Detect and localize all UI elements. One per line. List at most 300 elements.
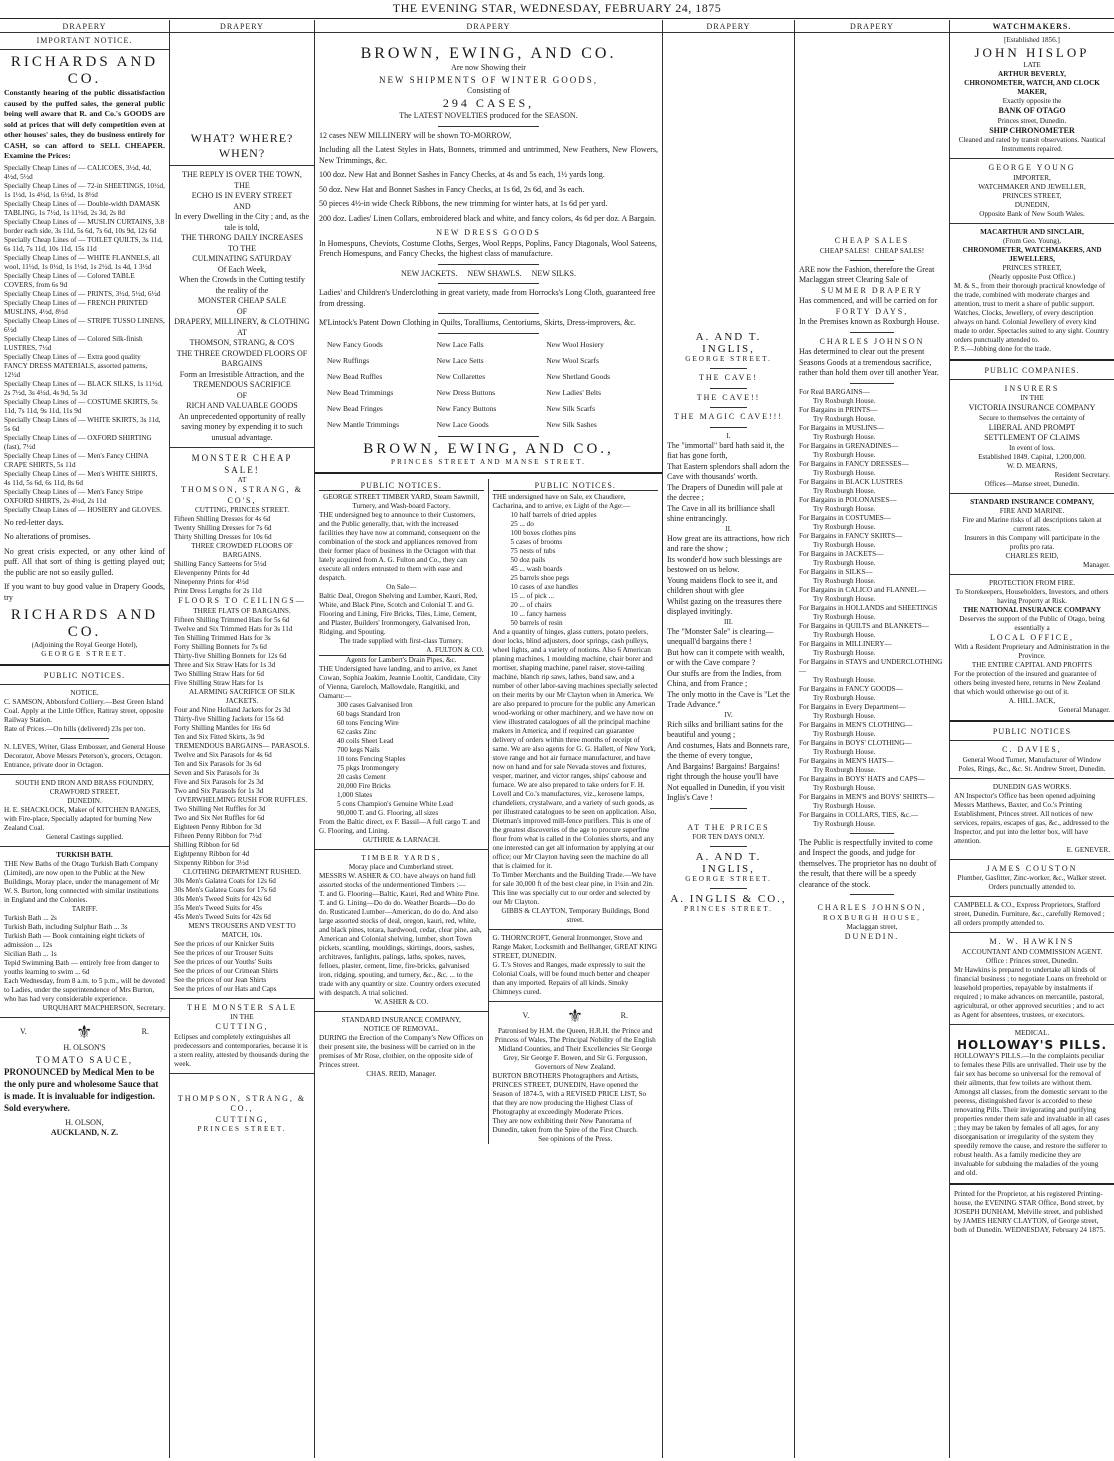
importer-label: IMPORTER, <box>1013 173 1051 182</box>
sale-item: 50 doz pails <box>510 555 546 564</box>
standard-insurance-heading: STANDARD INSURANCE COMPANY, <box>341 1015 461 1024</box>
inglis-co: A. INGLIS & CO., <box>670 893 787 905</box>
price-line: 35s Men's Tweed Suits for 45s <box>174 903 262 912</box>
novelty-item: New Wool Scarfs <box>546 355 599 365</box>
price-list-item: Specially Cheap Lines of — Men's Fancy CHINA CRAPE SHIRTS, 5s 11d <box>4 451 149 469</box>
fire-marine-risks: Fire and Marine risks of all descriptions taken at current rates. <box>962 515 1102 533</box>
leves-notice: N. LEVES, Writer, Glass Embosser, and General House Decorator, Above Messrs Peterson's, grocers, Octagon. Entrance, private door in Octagon. <box>4 743 165 769</box>
from-geo-young: (From Geo. Young), <box>1002 236 1062 245</box>
poem-line: The Drapers of Dunedin will pale at the decree ; <box>667 482 783 502</box>
dress-goods-text: In Homespuns, Cheviots, Costume Cloths, Serges, Wool Repps, Poplins, Fancy Diagonals, Wool Sateens, French Homespuns, and Fancy Checks, the highest class of manufacture. <box>319 238 657 258</box>
landing-item: 90,000 T. and G. Flooring, all sizes <box>337 808 439 817</box>
fulton-sig: A. FULTON & CO. <box>426 645 484 654</box>
price-line: 30s Men's Galatea Coats for 12s 6d <box>174 876 276 885</box>
maclaggan-street: Maclaggan street, <box>846 922 898 931</box>
national-insurance: THE NATIONAL INSURANCE COMPANY <box>962 605 1102 614</box>
bath-tariff-item: Turkish Bath — Book containing eight tickets of admission ... 12s <box>4 932 145 949</box>
young-princes-street: PRINCES STREET, <box>1002 191 1062 200</box>
landing-item: 1,000 Slates <box>337 790 373 799</box>
chronometer-cleaned: Cleaned and rated by transit observations. Nautical Instruments repaired. <box>958 136 1106 153</box>
mens-trousers-heading: MEN'S TROUSERS AND VEST TO MATCH, 10s. <box>188 921 296 939</box>
poem-line: Rich silks and brilliant satins for the beautiful and young ; <box>667 719 783 739</box>
cutting-princes-street: CUTTING, PRINCES STREET. <box>194 506 290 514</box>
three-flats-heading: THREE FLATS OF BARGAINS. <box>193 606 291 615</box>
holloways-pills-text: HOLLOWAY'S PILLS.—In the complaints peculiar to females these Pills are unrivalled. Their use by the fair sex has become so universal for the removal of their ailments, that few toilets are without them. Amongst all classes, from the domestic servant to the peeress, distinguished favor is accorded to these renovating Pills. Their invigorating and purifying properties render them safe and invaluable in all cases ; they may be taken by females of all ages, for any disorganisation or irregularity of the system they speedily remove the cause, and restore the sufferer to robust health. As a family medicine they are invaluable for subduing the maladies of the young and old. <box>954 1051 1110 1177</box>
column-4 <box>663 20 795 1458</box>
bargain-line: For Bargains in SILKS— <box>799 567 873 576</box>
try-roxburgh-line: Try Roxburgh House. <box>813 648 876 657</box>
inglis-firm-2: A. AND T. INGLIS, <box>695 851 762 875</box>
timber-notices-column <box>315 479 489 1144</box>
sale-item: 10 ... fancy harness <box>510 609 566 618</box>
see-prices-line: See the prices of our Knicker Suits <box>174 939 275 948</box>
richards-address: (Adjoining the Royal George Hotel), <box>31 641 138 649</box>
profits-text: Insurers in this Company will participate in the profits pro rata. <box>964 533 1100 551</box>
opposite-bank-nsw: Opposite Bank of New South Wales. <box>979 209 1085 218</box>
price-list-item: Specially Cheap Lines of — WHITE FLANNELS, all wool, 11½d, 1s 0½d, 1s 1½d, 1s 2½d, 1s 4d, 1 3½d <box>4 253 160 271</box>
latest-novelties: The LATEST NOVELTIES produced for the SEASON. <box>399 111 578 120</box>
monster-sale-heading: THE MONSTER SALE <box>187 1002 297 1012</box>
novelty-item: New Silk Scarfs <box>546 403 596 413</box>
thomson-strang-intro <box>174 170 310 443</box>
novelty-item: New Shetland Goods <box>546 371 611 381</box>
vr-right: R. <box>620 1010 628 1020</box>
price-line: Five and Six Parasols for 2s 3d <box>174 777 264 786</box>
brown-ewing-address: PRINCES STREET AND MANSE STREET. <box>391 457 586 466</box>
notice-heading: NOTICE. <box>70 689 99 697</box>
poem-line: And Bargains! Bargains! Bargains! right through the house you'll have <box>667 761 780 781</box>
millinery-paragraphs <box>319 131 658 225</box>
novelty-item: New Silk Sashes <box>546 419 597 429</box>
drain-pipes-agents: Agents for Lambert's Drain Pipes, &c. <box>319 655 484 665</box>
bath-tariff-list <box>4 914 165 977</box>
price-list-item: Specially Cheap Lines of — FRENCH PRINTED MUSLINS, 4½d, 8½d <box>4 298 148 316</box>
novelty-item: New Bead Trimmings <box>327 387 394 397</box>
landing-item: 60 bags Standard Iron <box>337 709 401 718</box>
try-roxburgh-line: Try Roxburgh House. <box>813 675 876 684</box>
jackets-shawls-silks: NEW JACKETS. NEW SHAWLS. NEW SILKS. <box>401 268 576 278</box>
hawkins-text: Mr Hawkins is prepared to undertake all kinds of financial business ; to negotiate Loans on freehold or leasehold properties, repayable by instalments if required ; to make advances on mercantile, pastoral, agricultural, or other approved securities ; and to act as Agent for absentees, trustees, or executors. <box>954 965 1107 1019</box>
stanza-4 <box>667 720 790 804</box>
winter-goods-heading: NEW SHIPMENTS OF WINTER GOODS, <box>379 74 598 85</box>
bargain-line: For Bargains in MUSLINS— <box>799 423 885 432</box>
price-list-item: Specially Cheap Lines of — OXFORD SHIRTING (fast), 7½d <box>4 433 152 451</box>
on-sale-label: On Sale— <box>386 582 417 591</box>
ruffle-prices <box>174 805 310 868</box>
george-street: GEORGE STREET. <box>685 355 772 363</box>
price-line: Shilling Fancy Satteens for 5½d <box>174 560 267 568</box>
bargain-line: For Bargains in HOLLANDS and SHEETINGS <box>799 603 938 612</box>
hawkins-name: M. W. HAWKINS <box>989 937 1075 946</box>
landing-item: 20 casks Cement <box>337 772 386 781</box>
price-line: Eightpenny Ribbon for 4d <box>174 849 250 858</box>
millinery-paragraph: 100 doz. New Hat and Bonnet Sashes in Fancy Checks, at 4s and 5s each, 1½ yards long. <box>319 170 605 179</box>
price-line: Ten and Six Fitted Skirts, 3s 9d <box>174 732 265 741</box>
price-line: Two and Six Parasols for 1s 3d <box>174 786 264 795</box>
patronised-text: Patronised by H.M. the Queen, H.R.H. the Prince and Princess of Wales, The Principal Nobility of the English Midland Counties, and Their Excellencies Sir George Grey, Sir George F. Bowen, and Sir G. Fergusson, Governors of New Zealand. <box>494 1026 656 1071</box>
protection-text: For the protection of the insured and guarantee of others being invested here, returns in New Zealand that which would otherwise go out of it. <box>954 670 1101 696</box>
bargain-line: For Bargains in BOYS' HATS and CAPS— <box>799 774 925 783</box>
from-baltic: From the Baltic direct, ex F. Bassil—A full cargo T. and G. Flooring, and Lining. <box>319 817 480 835</box>
olson-name: H. OLSON'S <box>63 1043 106 1052</box>
bargain-line: For Bargains in MEN'S HATS— <box>799 756 894 765</box>
closing-line: No alterations of promises. <box>4 532 91 541</box>
asher-intro: MESSRS W. ASHER & CO. have always on hand full assorted stocks of the undermentioned Timbers :— <box>319 871 476 889</box>
intro-line: CULMINATING SATURDAY <box>192 254 292 263</box>
hislop-address: Princes street, Dunedin. <box>997 116 1067 125</box>
novelty-item: New Lace Goods <box>436 419 489 429</box>
resident-proprietary: With a Resident Proprietary and Administration in the Province. <box>954 643 1110 660</box>
poem-line: Whilst gazing on the treasures there displayed invitingly. <box>667 596 782 616</box>
at-label: AT <box>237 476 247 484</box>
hill-jack: A. HILL JACK, <box>1008 697 1056 705</box>
davies-text: General Wood Turner, Manufacturer of Window Poles, Rings, &c., &c. St. Andrew Street, Dunedin. <box>958 755 1106 773</box>
try-roxburgh-line: Try Roxburgh House. <box>813 612 876 621</box>
price-line: 45s Men's Tweed Suits for 42s 6d <box>174 912 271 921</box>
bargain-line: For Bargains in COLLARS, TIES, &c.— <box>799 810 919 819</box>
bargain-line: For Bargains in MEN'S and BOYS' SHIRTS— <box>799 792 935 801</box>
sauce-description: PRONOUNCED by Medical Men to be the only pure and wholesome Sauce that is made. It is invaluable for indigestion. Sold everywhere. <box>4 1066 159 1113</box>
price-line: Sixpenny Ribbon for 3½d <box>174 858 249 867</box>
bargain-line: For Bargains in MEN'S CLOTHING— <box>799 720 913 729</box>
the-cave-2: THE CAVE!! <box>696 392 761 402</box>
local-office: LOCAL OFFICE, <box>990 632 1074 642</box>
young-dunedin: DUNEDIN, <box>1014 200 1050 209</box>
bargain-line: For Bargains in POLONAISES— <box>799 495 897 504</box>
shacklock-notice: H. E. SHACKLOCK, Maker of KITCHEN RANGES, with Fire-place, Specially adapted for burning New Zealand Coal. <box>4 806 161 832</box>
intro-line: Of Each Week, <box>217 264 267 274</box>
column-1 <box>0 20 170 1458</box>
try-roxburgh-line: Try Roxburgh House. <box>813 765 876 774</box>
column-6 <box>950 20 1114 1458</box>
dress-prices <box>174 515 310 542</box>
intro-line: When the Crowds in the Cutting testify the reality of the <box>179 275 305 295</box>
thomson-strang-name: THOMSON, STRANG, & CO'S, <box>181 485 303 505</box>
landing-item: 700 kegs Nails <box>337 745 380 754</box>
price-line: Thirty Shilling Dresses for 10s 6d <box>174 533 272 541</box>
intro-line: THE THRONG DAILY INCREASES <box>180 233 304 242</box>
novelty-item: New Dress Buttons <box>436 387 495 397</box>
three-floors-heading: THREE CROWDED FLOORS OF BARGAINS. <box>191 542 293 559</box>
macarthur-location: (Nearly opposite Post Office.) <box>988 272 1076 281</box>
inglis-firm: A. AND T. INGLIS, <box>695 331 762 355</box>
millinery-paragraph: 50 doz. New Hat and Bonnet Sashes in Fancy Checks, at 1s 6d, 2s 6d, and 3s each. <box>319 184 585 194</box>
price-line: Ten and Six Parasols for 3s 6d <box>174 759 262 768</box>
castings-note: General Castings supplied. <box>45 833 124 841</box>
james-couston: JAMES COUSTON <box>986 863 1078 873</box>
richards-firm-name: RICHARDS AND CO. <box>10 54 159 87</box>
sale-item: 10 half barrels of dried apples <box>510 510 597 519</box>
try-roxburgh-line: Try Roxburgh House. <box>813 594 876 603</box>
public-notices-heading: PUBLIC NOTICES. <box>43 671 126 680</box>
poem-line: The Cave in all its brilliance shall shine entrancingly. <box>667 503 775 523</box>
charles-reid: CHARLES REID, <box>1005 551 1059 560</box>
macarthur-princes: PRINCES STREET, <box>1002 263 1062 272</box>
stanza-1-number: I. <box>726 431 731 440</box>
poem-line: The only motto in the Cave is "Let the Trade Advance." <box>667 689 790 709</box>
intro-line: TREMENDOUS SACRIFICE <box>193 380 291 389</box>
capital-text: Established 1849. Capital, 1,200,000. <box>978 452 1086 461</box>
john-hislop: JOHN HISLOP <box>974 45 1090 60</box>
reid-sig: CHAS. REID, Manager. <box>366 1069 437 1078</box>
asher-sig: W. ASHER & CO. <box>374 997 429 1006</box>
princes-street-sign-off: PRINCES STREET. <box>197 1125 287 1133</box>
timber-merchants-text: To Timber Merchants and the Building Trade.—We have for sale 30,000 ft of the best clear pine, in 1¼in and 2in. This line was specially cut to our order and selected by our Mr Clayton. <box>492 870 657 906</box>
intro-line: MONSTER CHEAP SALE <box>197 296 287 305</box>
thorncroft-notice: G. THORNCROFT, General Ironmonger, Stove and Range Maker, Locksmith and Bellhanger, GREAT KING STREET, DUNEDIN. <box>492 933 658 960</box>
price-line: 30s Men's Galatea Coats for 17s 6d <box>174 885 276 894</box>
millinery-paragraph: Including all the Latest Styles in Hats, Bonnets, trimmed and untrimmed, New Feathers, New Flowers, New Trimmings, &c. <box>319 145 658 165</box>
landing-item: 10 tons Fencing Staples <box>337 754 406 763</box>
price-line: Two Shilling Net Ruffles for 3d <box>174 804 266 813</box>
public-notices-heading: PUBLIC NOTICES <box>992 727 1072 736</box>
print-prices <box>174 560 310 596</box>
secure-text: Secure to themselves the certainty of <box>979 413 1085 422</box>
poem-line: The "immortal" bard hath said it, the fiat has gone forth, <box>667 440 785 460</box>
novelty-item: New Mantle Trimmings <box>327 419 400 429</box>
bargain-line: For Bargains in BOYS' CLOTHING— <box>799 738 912 747</box>
intro-line: TO THE <box>228 243 256 253</box>
bargain-line: For Bargains in FANCY GOODS— <box>799 684 903 693</box>
landing-item: 300 cases Galvanised Iron <box>337 700 413 709</box>
reid-manager: Manager. <box>1083 560 1110 569</box>
try-roxburgh-line: Try Roxburgh House. <box>813 711 876 720</box>
try-roxburgh-line: Try Roxburgh House. <box>813 630 876 639</box>
bargain-line: For Bargains in FANCY DRESSES— <box>799 459 909 468</box>
resident-secretary: Resident Secretary. <box>1054 470 1110 479</box>
protection-from-fire: PROTECTION FROM FIRE. <box>988 578 1076 587</box>
price-line: Twelve and Six Parasols for 4s 6d <box>174 750 272 759</box>
column-header: DRAPERY <box>170 20 314 33</box>
novelty-grid <box>327 338 650 432</box>
column-header: DRAPERY <box>663 20 794 33</box>
public-notices-heading: PUBLIC NOTICES. <box>319 481 484 491</box>
price-list-item: Specially Cheap Lines of — Extra good quality FANCY DRESS MATERIALS, assorted patterns, 12½d <box>4 352 148 379</box>
try-roxburgh-line: Try Roxburgh House. <box>813 540 876 549</box>
sale-item: 15 ... of pick ... <box>510 591 555 600</box>
intro-line: An unprecedented opportunity of really saving money by expending it to such unusual advantage. <box>178 411 306 442</box>
intro-line: Form an Irresistible Attraction, and the <box>179 369 305 379</box>
victoria-insurance: VICTORIA INSURANCE COMPANY <box>968 403 1096 412</box>
for-ten-days: FOR TEN DAYS ONLY. <box>692 833 765 841</box>
jacket-prices <box>174 706 310 742</box>
price-line: Thirty-five Shilling Jackets for 15s 6d <box>174 714 284 723</box>
bargain-line: For Bargains in QUILTS and BLANKETS— <box>799 621 929 630</box>
davies-name: C. DAVIES, <box>1002 745 1062 754</box>
hill-general-manager: General Manager. <box>1058 706 1110 714</box>
novelty-item: New Bead Fringes <box>327 403 383 413</box>
floors-to-ceilings: FLOORS TO CEILINGS— <box>178 596 306 605</box>
price-list-item: Specially Cheap Lines of — PRINTS, 3½d, 5½d, 6½d <box>4 289 161 298</box>
poem-line: Not equalled in Dunedin, if you visit Inglis's Cave ! <box>667 782 785 802</box>
guthrie-sig: GUTHRIE & LARNACH. <box>362 835 440 844</box>
novelty-item: New Ruffings <box>327 355 370 365</box>
intro-line: BARGAINS <box>221 359 263 368</box>
genever-sig: E. GENEVER. <box>1066 845 1110 854</box>
see-prices-line: See the prices of our Hats and Caps <box>174 984 277 993</box>
price-line: Two and Six Net Ruffles for 6d <box>174 813 265 822</box>
stanza-3-number: III. <box>724 617 733 626</box>
to-storekeepers: To Storekeepers, Householders, Investors, and others having Property at Risk. <box>955 587 1109 605</box>
cutting-heading: CUTTING, <box>215 1022 269 1031</box>
price-line: Seven and Six Parasols for 3s <box>174 768 260 777</box>
price-list-item: Specially Cheap Lines of — Colored TABLE COVERS, from 6s 9d <box>4 271 135 289</box>
intro-line: THOMSON, STRANG, & CO'S <box>189 338 295 347</box>
try-roxburgh-line: Try Roxburgh House. <box>813 819 876 828</box>
price-list-item: Specially Cheap Lines of — TOILET QUILTS, 3s 11d, 6s 11d, 7s 11d, 10s 11d, 15s 11d <box>4 235 163 253</box>
see-prices-list <box>174 940 310 994</box>
in-the-label: IN THE <box>1020 394 1044 402</box>
stanza-4-number: IV. <box>724 710 733 719</box>
couston-text: Plumber, Gasfitter, Zinc-worker, &c., Walker street. Orders punctually attended to. <box>957 874 1107 891</box>
magic-cave: THE MAGIC CAVE!!! <box>674 412 783 421</box>
price-line: Eighteen Penny Ribbon for 3d <box>174 822 262 831</box>
eclipses-text: Eclipses and completely extinguishes all predecessors and contemporaries, because it is a stern reality, attested by thousands during the week. <box>174 1032 309 1068</box>
royal-crest-icon: ⚜ <box>566 1005 584 1026</box>
intro-line: In every Dwelling in the City ; and, as the tale is told, <box>174 212 310 232</box>
price-list-item: Specially Cheap Lines of — BLACK SILKS, 1s 11½d, 2s 7½d, 3s 4½d, 4s 9d, 5s 3d <box>4 379 163 397</box>
tariff-heading: TARIFF. <box>71 905 98 913</box>
deserves-text: Deserves the support of the Public of Otago, being essentially a <box>959 614 1105 632</box>
bargain-line: For Real BARGAINS— <box>799 387 870 396</box>
bargain-line: For Bargains in GRENADINES— <box>799 441 899 450</box>
stanza-3 <box>667 627 790 711</box>
asher-text: T. and G. Flooring—Baltic, Kauri, Red and White Pine. T. and G. Lining—Do do do. Weather Boards—Do do do. Rusticated Lumber—American, do do do. And also large assorted stocks of deal, oregon, kauri, red, white, and black pines, totara, hardwood, cedar, clear pine, ash, American and Colonial shelving, lumber, short Town pickets, scantling, mouldings, skirtings, doors, sashes, architraves, fanlights, palings, laths, spokes, naves, felloes, plaster, cement, lime, fire-bricks, galvanised iron, ridging, spouting, and turnery, &c., &c. ... to the trade with any quantity or size. Country orders executed with despatch. A trial solicited. <box>319 889 482 997</box>
price-line: Ninepenny Prints for 4½d <box>174 578 249 586</box>
vr-right: R. <box>141 1027 149 1037</box>
macarthur-text: M. & S., from their thorough practical knowledge of the trade, combined with moderate charges and attention, trust to merit a share of public support. Watches, Clocks, Jewellery, of every description always on hand. Colonial Jewellery of every kind made to order. Spectacles suited to any sight. Country orders punctually attended to. <box>954 281 1109 344</box>
timber-yards-heading: TIMBER YARDS, <box>361 853 442 862</box>
intro-line: AT <box>237 327 247 337</box>
turkish-bath-text: THE New Baths of the Otago Turkish Bath Company (Limited), are now open to the Public at the New Buildings, Moray place, under the management of Mr W. S. Burton, long connected with similar institutions in England and the Colonies. <box>4 860 160 904</box>
foundry-title: SOUTH END IRON AND BRASS FOUNDRY, <box>15 779 154 787</box>
bargain-line: For Bargains in STAYS and UNDERCLOTHING— <box>799 657 943 675</box>
princes-street: PRINCES STREET. <box>684 905 773 913</box>
intro-line: THE THREE CROWDED FLOORS OF <box>176 348 308 358</box>
sale-item: 100 boxes clothes pins <box>510 528 576 537</box>
gas-works-heading: DUNEDIN GAS WORKS. <box>992 782 1072 791</box>
try-roxburgh-line: Try Roxburgh House. <box>813 747 876 756</box>
column-3 <box>315 20 663 1458</box>
intro-line: RICH AND VALUABLE GOODS <box>186 401 298 410</box>
bargain-line: For Bargains in FANCY SKIRTS— <box>799 531 903 540</box>
gas-works-text: AN Inspector's Office has been opened adjoining Messrs Matthews, Baxter, and Co.'s Printing Establishment, Princes street. All notices of new services, repairs, escapes of gas, &c., addressed to the Inspector, and put into the letter box, will have attention. <box>954 791 1110 845</box>
ladies-underclothing: Ladies' and Children's Underclothing in great variety, made from Horrocks's Long Cloth, guaranteed free from dressing. <box>319 288 656 308</box>
landing-items <box>319 701 484 818</box>
event-of-loss: In event of loss. <box>1009 443 1055 452</box>
charles-johnson: CHARLES JOHNSON <box>819 336 925 346</box>
silk-jackets-heading: ALARMING SACRIFICE OF SILK JACKETS. <box>188 687 296 705</box>
timber-yard-title: GEORGE STREET TIMBER YARD, Steam Sawmill, Turnery, and Wash-board Factory. <box>323 492 480 510</box>
respectfully-invited: The Public is respectfully invited to come and Inspect the goods, and judge for themselves. The proprietor has no doubt of the result, that there will be a speedy clearance of the stock. <box>799 837 937 889</box>
try-roxburgh-line: Try Roxburgh House. <box>813 558 876 567</box>
determined-text: Has determined to clear out the present Seasons Goods at a tremendous sacrifice, rather than hold them over till another Year. <box>799 347 939 377</box>
landing-item: 75 pkgs Ironmongery <box>337 763 399 772</box>
showing-label: Are now Showing their <box>451 63 526 72</box>
try-roxburgh-line: Try Roxburgh House. <box>813 486 876 495</box>
landing-item: 62 casks Zinc <box>337 727 377 736</box>
poem-line: But how can it compete with wealth, or with the Cave compare ? <box>667 647 785 667</box>
try-roxburgh-line: Try Roxburgh House. <box>813 450 876 459</box>
jobbing-note: P. S.—Jobbing done for the trade. <box>954 344 1052 353</box>
victoria-offices: Offices—Manse street, Dunedin. <box>984 479 1080 488</box>
undersigned-text: THE undersigned have on Sale, ex Chaudiere, Cacharina, and to arrive, ex Light of the Age:— <box>492 492 631 510</box>
coal-rates: Rate of Prices.—On hills (delivered) 23s per ton. <box>4 725 146 733</box>
try-roxburgh-line: Try Roxburgh House. <box>813 432 876 441</box>
ship-chronometer: SHIP CHRONOMETER <box>989 125 1075 135</box>
foundry-street: CRAWFORD STREET, <box>49 788 120 796</box>
novelty-item: New Lace Setts <box>436 355 484 365</box>
public-companies-heading: PUBLIC COMPANIES. <box>984 365 1080 375</box>
cutting-sign-off: CUTTING, <box>215 1114 269 1124</box>
campbell-notice: CAMPBELL & CO., Express Proprietors, Stafford street, Dunedin. Furniture, &c., carefully Removed ; all orders promptly attended to. <box>954 901 1105 927</box>
richards-intro: Constantly hearing of the public dissatisfaction caused by the puffed sales, the general public being well aware that R. and Co.'s GOODS are sold at prices that will defy competition even at other houses' sales, they do business entirely for CASH, so can afford to SELL CHEAPER. Examine the Prices: <box>4 88 165 160</box>
consisting-label: Consisting of <box>467 85 510 95</box>
sale-item: 50 barrels of resin <box>510 618 563 627</box>
in-the-label: IN THE <box>230 1013 254 1021</box>
try-roxburgh-line: Try Roxburgh House. <box>813 783 876 792</box>
turnery-note: The trade supplied with first-class Turnery. <box>339 636 464 645</box>
novelty-item: New Wool Hosiery <box>546 339 604 349</box>
george-young: GEORGE YOUNG <box>988 163 1076 172</box>
see-prices-line: See the prices of our Jean Shirts <box>174 975 267 984</box>
entire-capital: THE ENTIRE CAPITAL AND PROFITS <box>971 661 1093 669</box>
turkish-bath-title: TURKISH BATH. <box>56 851 113 859</box>
price-list-item: Specially Cheap Lines of — Double-width DAMASK TABLING, 1s 7½d, 1s 11½d, 2s 3d, 2s 8d <box>4 199 161 217</box>
arthur-beverly: ARTHUR BEVERLY, <box>998 70 1066 78</box>
millinery-paragraph: 200 doz. Ladies' Linen Collars, embroidered black and white, and fancy colors, 4s 6d per doz. A Bargain. <box>319 213 656 223</box>
samson-notice: C. SAMSON, Abbotsford Colliery.—Best Green Island Coal. Apply at the Little Office, Rattray street, opposite Railway Station. <box>4 698 164 724</box>
gibbs-notices-column <box>489 479 663 1144</box>
try-roxburgh-line: Try Roxburgh House. <box>813 468 876 477</box>
clothing-heading: CLOTHING DEPARTMENT RUSHED. <box>183 867 301 876</box>
bargain-line: For Bargains in PRINTS— <box>799 405 878 414</box>
try-roxburgh-line: Try Roxburgh House. <box>813 693 876 702</box>
price-line: Four and Nine Holland Jackets for 2s 3d <box>174 705 291 714</box>
timber-yard-text: THE undersigned beg to announce to their Customers, and the Public generally, that, with the increased facilities they have now at command, consequent on the combination of the stock and appliances removed from their former place of business in the Octagon with that lately acquired from A. G. Fulton and Co., they can execute all orders entrusted to them with ease and despatch. <box>319 510 481 582</box>
summer-drapery: SUMMER DRAPERY <box>821 285 923 295</box>
at-the-prices: AT THE PRICES <box>687 822 770 832</box>
price-list-item: Specially Cheap Lines of — MUSLIN CURTAINS, 3.8 border each side, 3s 11d, 5s 6d, 7s 6d, 10s 9d, 12s 6d <box>4 217 165 235</box>
poem-line: How great are its attractions, how rich and rare the show ; <box>667 533 790 553</box>
gibbs-clayton-sig: GIBBS & CLAYTON, Temporary Buildings, Bond street. <box>501 906 650 924</box>
price-list-item: Specially Cheap Lines of — 72-in SHEETINGS, 10½d, 1s 1½d, 1s 4½d, 1s 6½d, 1s 8½d <box>4 181 165 199</box>
closing-line: No red-letter days. <box>4 517 64 527</box>
george-street-2: GEORGE STREET. <box>685 875 772 883</box>
undersigned-items <box>493 511 659 628</box>
notice-of-removal: NOTICE OF REMOVAL. <box>363 1024 440 1033</box>
cases-count: 294 CASES, <box>442 96 535 110</box>
column-2 <box>170 20 315 1458</box>
macarthur-trade: CHRONOMETER, WATCHMAKERS, AND JEWELLERS, <box>962 245 1102 263</box>
landing-item: 60 tons Fencing Wire <box>337 718 399 727</box>
olson-signature: H. OLSON, <box>65 1117 104 1127</box>
price-list-item: Specially Cheap Lines of — Men's WHITE SHIRTS, 4s 11d, 5s 6d, 6s 11d, 8s 6d <box>4 469 158 487</box>
new-dress-goods-heading: NEW DRESS GOODS <box>436 228 541 237</box>
millinery-paragraph: 12 cases NEW MILLINERY will be shown TO-MORROW, <box>319 130 512 140</box>
on-sale-text: Baltic Deal, Oregon Shelving and Lumber, Kauri, Red, White, and Black Pine, Scotch and Colonial T. and G. Flooring and Lining, Fire Bricks, Tiles, Lime, Cement, and Plaster, Builders' Ironmongery, Galvanised Iron, Ridging, and Spouting. <box>319 591 478 636</box>
intro-line: OF <box>236 306 248 316</box>
try-roxburgh-line: Try Roxburgh House. <box>813 729 876 738</box>
novelty-item: New Bead Ruffles <box>327 371 383 381</box>
price-line: Fifteen Shilling Dresses for 4s 6d <box>174 515 271 523</box>
hat-prices <box>174 616 310 688</box>
thomson-strang-sign-off: THOMPSON, STRANG, & CO., <box>177 1093 307 1113</box>
mclintock-clothing: M'Lintock's Patent Down Clothing in Quilts, Toralliums, Centoriums, Skirts, Dress-improvers, &c. <box>319 318 636 327</box>
macarthur-sinclair: MACARTHUR AND SINCLAIR, <box>980 227 1084 236</box>
poem-line: Young maidens flock to see it, and children shout with glee <box>667 575 778 595</box>
landing-item: 5 cons Champion's Genuine White Lead <box>337 799 453 808</box>
